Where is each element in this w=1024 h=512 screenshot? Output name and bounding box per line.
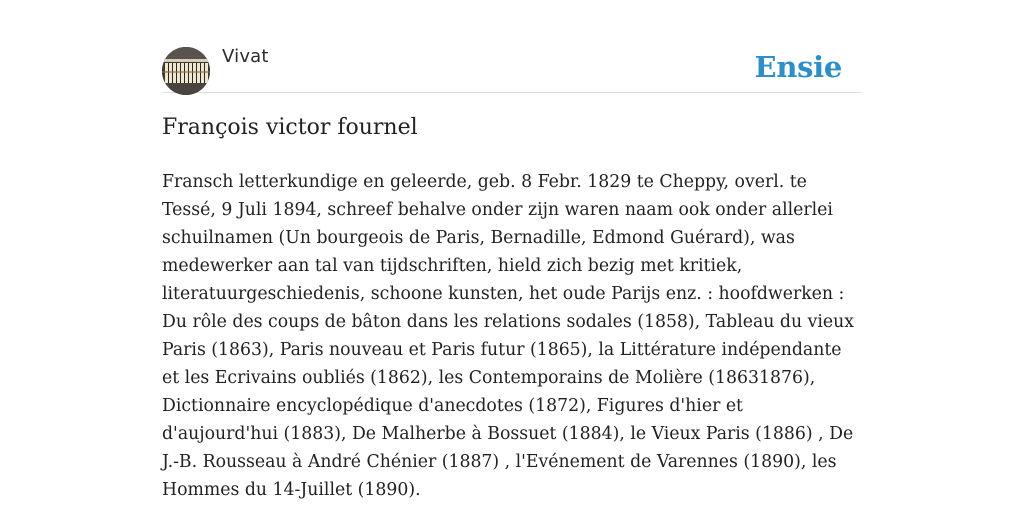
source-name[interactable]: Vivat <box>222 46 269 67</box>
avatar[interactable] <box>162 47 210 95</box>
article-title: François victor fournel <box>162 115 418 140</box>
book-spines-icon <box>162 47 210 95</box>
brand-logo[interactable]: Ensie <box>754 50 842 84</box>
article-body: Fransch letterkundige en geleerde, geb. 8 Febr. 1829 te Cheppy, overl. te Tessé, 9 Juli 1894, schreef behalve onder zijn waren naam ook onder allerlei schuilnamen (Un bourgeois de Paris, Bernadille, Edmond Guérard), was medewerker aan tal van tijdschriften, hield zich bezig met kritiek, literatuurgeschiedenis, schoone kunsten, het oude Parijs enz. : hoofdwerken : Du rôle des coups de bâton dans les relations sodales (1858), Tableau du vieux Paris (1863), Paris nouveau et Paris futur (1865), la Littérature indépendante et les Ecrivains oubliés (1862), les Contemporains de Molière (18631876), Dictionnaire encyclopédique d'anecdotes (1872), Figures d'hier et d'aujourd'hui (1883), De Malherbe à Bossuet (1884), le Vieux Paris (1886) , De J.-B. Rousseau à André Chénier (1887) , l'Evénement de Varennes (1890), les Hommes du 14-Juillet (1890). <box>162 172 854 500</box>
header <box>162 0 862 93</box>
page-container <box>162 0 862 500</box>
